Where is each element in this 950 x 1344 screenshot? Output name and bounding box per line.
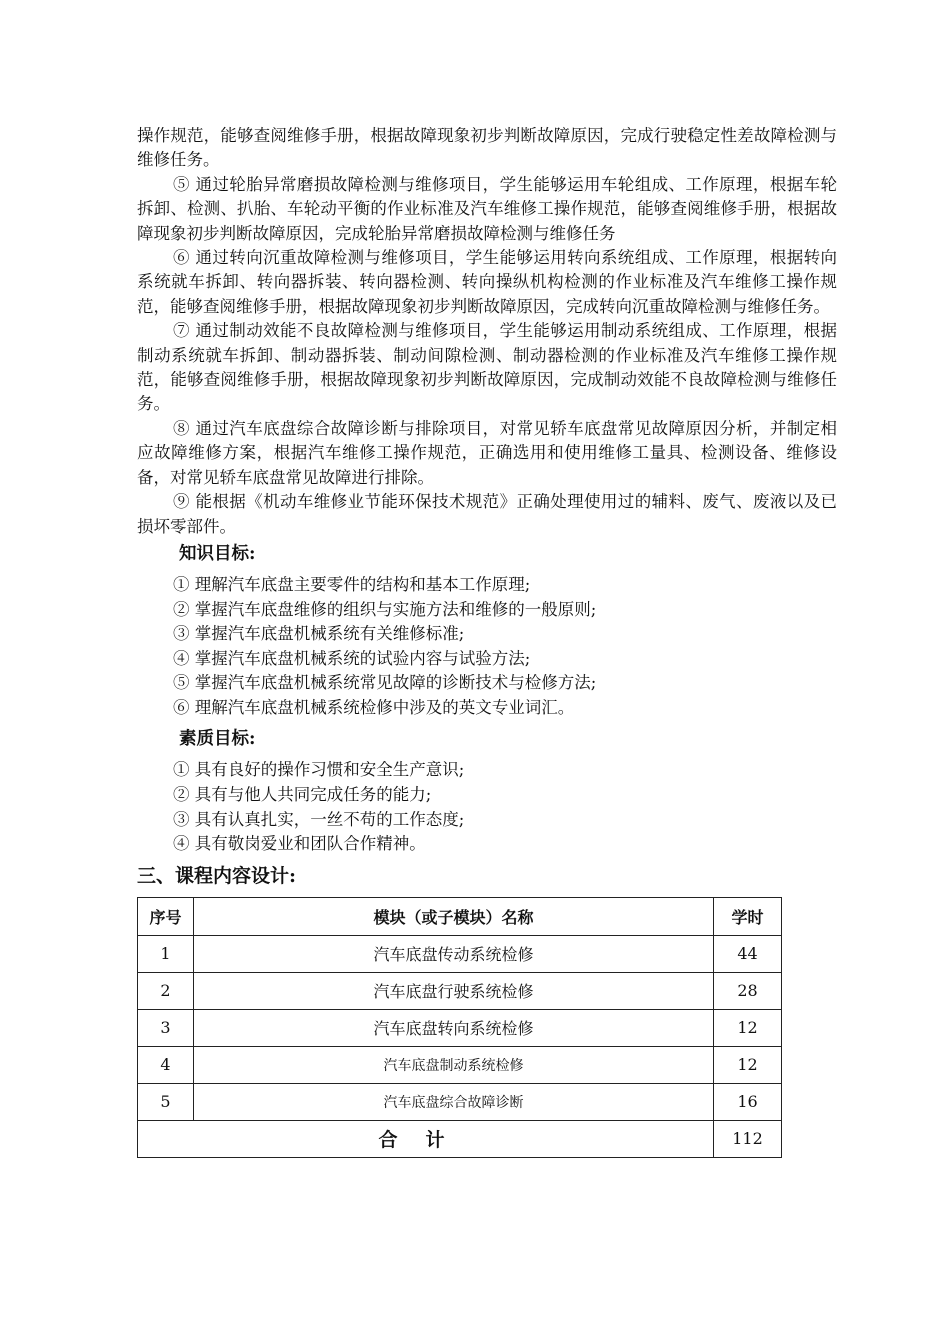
list-item: ④ 掌握汽车底盘机械系统的试验内容与试验方法;: [173, 648, 531, 668]
section-title: 三、课程内容设计:: [137, 864, 297, 887]
list-item: ③ 掌握汽车底盘机械系统有关维修标准;: [173, 624, 465, 644]
table-total-row: [138, 1120, 782, 1157]
objective-paragraph: ⑦ 通过制动效能不良故障检测与维修项目，学生能够运用制动系统组成、工作原理，根据制动系统就车拆卸、制动器拆装、制动间隙检测、制动器检测的作业标准及汽车维修工操作规范，能够查阅维修手册，根据故障现象初步判断故障原因，完成制动效能不良故障检测与维修任务。: [137, 321, 837, 414]
header-hours: 学时: [714, 897, 782, 935]
row-hours: 16: [714, 1083, 782, 1120]
table-row: [138, 972, 782, 1009]
module-name: 汽车底盘综合故障诊断: [194, 1083, 714, 1120]
knowledge-objectives-heading: 知识目标:: [179, 543, 256, 564]
row-number: 2: [138, 972, 194, 1009]
quality-objectives-heading: 素质目标:: [179, 729, 256, 750]
table-body: [138, 935, 782, 1120]
total-hours: 112: [714, 1120, 782, 1157]
list-item: ① 理解汽车底盘主要零件的结构和基本工作原理;: [173, 574, 531, 594]
header-no: 序号: [138, 897, 194, 935]
objective-paragraph: ⑤ 通过轮胎异常磨损故障检测与维修项目，学生能够运用车轮组成、工作原理，根据车轮拆卸、检测、扒胎、车轮动平衡的作业标准及汽车维修工操作规范，能够查阅维修手册，根据故障现象初步判断故障原因，完成轮胎异常磨损故障检测与维修任务: [137, 174, 837, 243]
table-row: [138, 1009, 782, 1046]
objective-paragraph: ⑨ 能根据《机动车维修业节能环保技术规范》正确处理使用过的辅料、废气、废液以及已损坏零部件。: [137, 492, 837, 536]
list-item: ② 掌握汽车底盘维修的组织与实施方法和维修的一般原则;: [173, 599, 597, 619]
list-item: ⑤ 掌握汽车底盘机械系统常见故障的诊断技术与检修方法;: [173, 673, 597, 693]
header-module: 模块（或子模块）名称: [194, 897, 714, 935]
total-label-cell: [138, 1120, 714, 1157]
list-item: ③ 具有认真扎实，一丝不苟的工作态度;: [173, 809, 465, 829]
list-item: ⑥ 理解汽车底盘机械系统检修中涉及的英文专业词汇。: [173, 697, 575, 717]
module-name: 汽车底盘传动系统检修: [194, 935, 714, 972]
row-hours: 44: [714, 935, 782, 972]
list-item: ② 具有与他人共同完成任务的能力;: [173, 785, 432, 805]
table-row: [138, 1046, 782, 1083]
list-item: ① 具有良好的操作习惯和安全生产意识;: [173, 760, 465, 780]
row-number: 3: [138, 1009, 194, 1046]
objective-paragraph: ⑥ 通过转向沉重故障检测与维修项目，学生能够运用转向系统组成、工作原理，根据转向系统就车拆卸、转向器拆装、转向器检测、转向操纵机构检测的作业标准及汽车维修工操作规范，能够查阅维修手册，根据故障现象初步判断故障原因，完成转向沉重故障检测与维修任务。: [137, 248, 837, 316]
row-number: 1: [138, 935, 194, 972]
objectives-paragraphs: [137, 124, 837, 539]
list-item: ④ 具有敬岗爱业和团队合作精神。: [173, 834, 426, 854]
table-row: [138, 1083, 782, 1120]
table-row: [138, 935, 782, 972]
row-hours: 28: [714, 972, 782, 1009]
document-page: [137, 124, 837, 1158]
course-content-table: [137, 897, 782, 1158]
total-label: 合计: [378, 1129, 473, 1152]
table-header-row: [138, 897, 782, 935]
objective-paragraph: 操作规范，能够查阅维修手册，根据故障现象初步判断故障原因，完成行驶稳定性差故障检测与维修任务。: [137, 126, 837, 170]
row-hours: 12: [714, 1009, 782, 1046]
knowledge-objectives-list: [173, 573, 837, 721]
row-number: 5: [138, 1083, 194, 1120]
module-name: 汽车底盘行驶系统检修: [194, 972, 714, 1009]
module-name: 汽车底盘转向系统检修: [194, 1009, 714, 1046]
objective-paragraph: ⑧ 通过汽车底盘综合故障诊断与排除项目，对常见轿车底盘常见故障原因分析，并制定相应故障维修方案，根据汽车维修工操作规范，正确选用和使用维修工量具、检测设备、维修设备，对常见轿车底盘常见故障进行排除。: [137, 418, 837, 487]
row-hours: 12: [714, 1046, 782, 1083]
quality-objectives-list: [173, 758, 837, 856]
module-name: 汽车底盘制动系统检修: [194, 1046, 714, 1083]
row-number: 4: [138, 1046, 194, 1083]
